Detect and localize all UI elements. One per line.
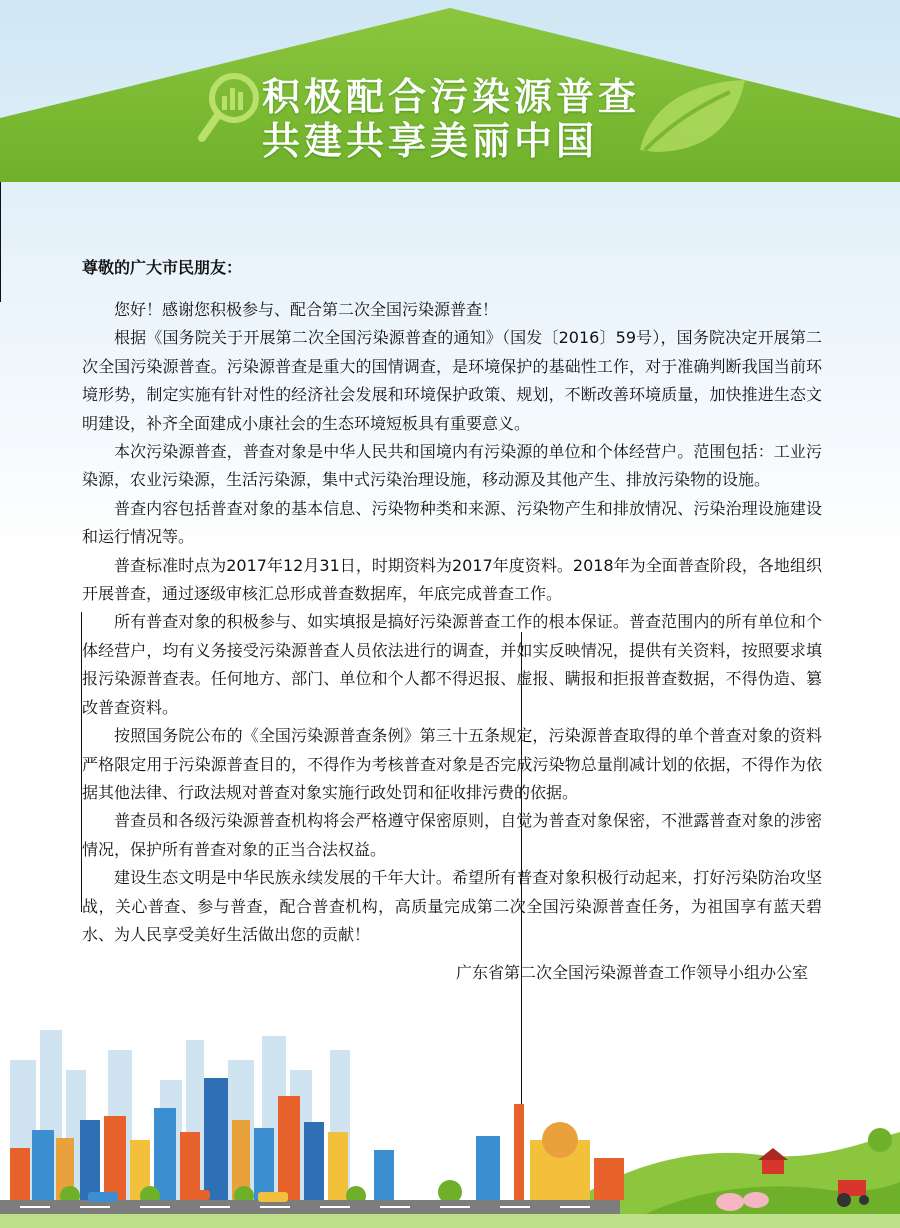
grass-strip: [0, 1214, 900, 1228]
paragraph: 根据《国务院关于开展第二次全国污染源普查的通知》（国发〔2016〕59号），国务院决定开展第二次全国污染源普查。污染源普查是重大的国情调查，是环境保护的基础性工作，对于准确判断我国当前环境形势，制定实施有针对性的经济社会发展和环境保护政策、规划，不断改善环境质量，加快推进生态文明建设，补齐全面建成小康社会的生态环境短板具有重要意义。: [82, 328, 822, 433]
letter-body: [82, 254, 822, 987]
paragraph: 所有普查对象的积极参与、如实填报是搞好污染源普查工作的根本保证。普查范围内的所有单位和个体经营户，均有义务接受污染源普查人员依法进行的调查，并如实反映情况，提供有关资料，按照要求填报污染源普查表。任何地方、部门、单位和个人都不得迟报、虚报、瞒报和拒报普查数据，不得伪造、篡改普查资料。: [82, 612, 822, 717]
banner-title-line1: 积极配合污染源普查: [262, 75, 641, 119]
city-illustration: [0, 1020, 900, 1228]
paragraph: 普查标准时点为2017年12月31日，时期资料为2017年度资料。2018年为全面普查阶段，各地组织开展普查，通过逐级审核汇总形成普查数据库，年底完成普查工作。: [82, 555, 822, 604]
paragraph: 建设生态文明是中华民族永续发展的千年大计。希望所有普查对象积极行动起来，打好污染防治攻坚战，关心普查、参与普查，配合普查机构，高质量完成第二次全国污染源普查任务，为祖国享有蓝天碧水、为人民享受美好生活做出您的贡献！: [82, 868, 822, 944]
paragraph: 按照国务院公布的《全国污染源普查条例》第三十五条规定，污染源普查取得的单个普查对象的资料严格限定用于污染源普查目的，不得作为考核普查对象是否完成污染物总量削减计划的依据，不得作为依据其他法律、行政法规对普查对象实施行政处罚和征收排污费的依据。: [82, 726, 822, 802]
paragraph: 普查内容包括普查对象的基本信息、污染物种类和来源、污染物产生和排放情况、污染治理设施建设和运行情况等。: [82, 498, 822, 547]
factory: [514, 1104, 624, 1200]
greeting: 尊敬的广大市民朋友：: [82, 258, 243, 277]
barn: [758, 1148, 788, 1174]
signature: 广东省第二次全国污染源普查工作领导小组办公室: [455, 963, 808, 983]
left-edge-line: [0, 182, 1, 302]
paragraph: 本次污染源普查，普查对象是中华人民共和国境内有污染源的单位和个体经营户。范围包括：工业污染源，农业污染源，生活污染源，集中式污染治理设施，移动源及其他产生、排放污染物的设施。: [82, 442, 822, 490]
banner-title-line2: 共建共享美丽中国: [262, 119, 599, 163]
paragraph: 您好！感谢您积极参与、配合第二次全国污染源普查！: [114, 300, 499, 319]
paragraph: 普查员和各级污染源普查机构将会严格遵守保密原则，自觉为普查对象保密，不泄露普查对象的涉密情况，保护所有普查对象的正当合法权益。: [82, 811, 822, 859]
